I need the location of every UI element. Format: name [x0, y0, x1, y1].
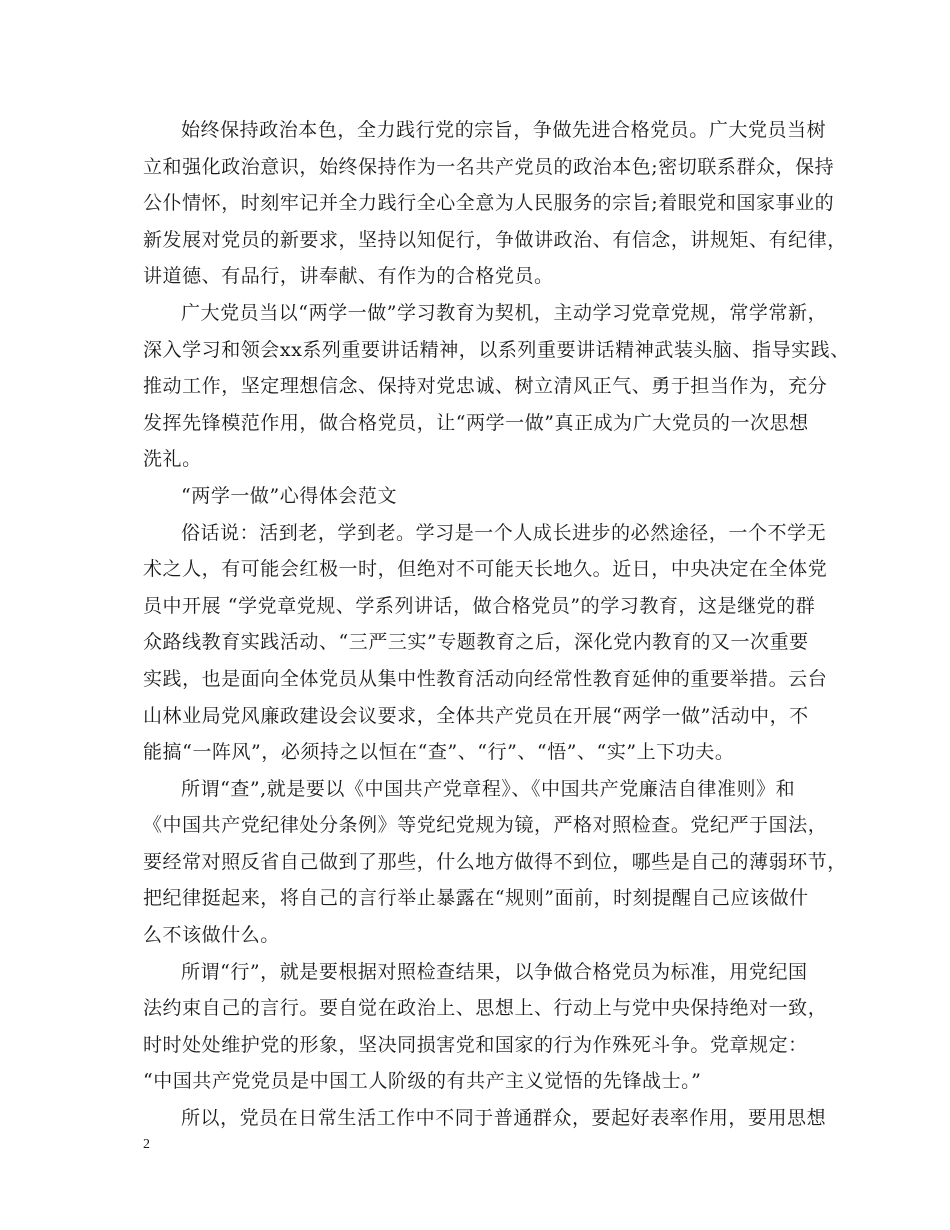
text-line: 广大党员当以“两学一做”学习教育为契机，主动学习党章党规，常学常新， — [181, 301, 828, 324]
text-line: 术之人，有可能会红极一时，但绝对不可能天长地久。近日，中央决定在全体党 — [143, 558, 828, 581]
text-line: 实践，也是面向全体党员从集中性教育活动向经常性教育延伸的重要举措。云台 — [143, 667, 828, 690]
section-heading: “两学一做”心得体会范文 — [181, 484, 398, 507]
text-line: 立和强化政治意识，始终保持作为一名共产党员的政治本色;密切联系群众，保持 — [143, 155, 835, 178]
text-line: 众路线教育实践活动、“三严三实”专题教育之后，深化党内教育的又一次重要 — [143, 631, 809, 654]
text-line: 法约束自己的言行。要自觉在政治上、思想上、行动上与党中央保持绝对一致， — [143, 997, 828, 1020]
text-line: 推动工作，坚定理想信念、保持对党忠诚、树立清风正气、勇于担当作为，充分 — [143, 375, 828, 398]
text-line: “中国共产党党员是中国工人阶级的有共产主义觉悟的先锋战士。” — [143, 1070, 702, 1093]
text-line: 所谓“查”,就是要以《中国共产党章程》、《中国共产党廉洁自律准则》和 — [181, 777, 796, 800]
text-line: 始终保持政治本色，全力践行党的宗旨，争做先进合格党员。广大党员当树 — [181, 119, 827, 141]
text-line: 员中开展 “学党章党规、学系列讲话，做合格党员”的学习教育，这是继党的群 — [143, 594, 816, 617]
text-line: 《中国共产党纪律处分条例》等党纪党规为镜，严格对照检查。党纪严于国法， — [143, 814, 828, 837]
document-body — [143, 112, 850, 1137]
page-number: 2 — [143, 1137, 150, 1152]
text-line: 所以，党员在日常生活工作中不同于普通群众，要起好表率作用，要用思想 — [181, 1107, 827, 1130]
text-line: 公仆情怀，时刻牢记并全力践行全心全意为人民服务的宗旨;着眼党和国家事业的 — [143, 192, 835, 215]
text-line: 讲道德、有品行，讲奉献、有作为的合格党员。 — [143, 265, 554, 288]
text-line: 所谓“行”，就是要根据对照检查结果，以争做合格党员为标准，用党纪国 — [181, 960, 808, 983]
text-line: 把纪律挺起来，将自己的言行举止暴露在“规则”面前，时刻提醒自己应该做什 — [143, 887, 809, 910]
text-line: 山林业局党风廉政建设会议要求，全体共产党员在开展“两学一做”活动中，不 — [143, 704, 809, 727]
text-line: 能搞“一阵风”，必须持之以恒在“查”、“行”、“悟”、“实”上下功夫。 — [143, 741, 735, 764]
text-line: 时时处处维护党的形象，坚决同损害党和国家的行为作殊死斗争。党章规定： — [143, 1033, 808, 1056]
text-line: 洗礼。 — [143, 448, 202, 471]
text-line: 发挥先锋模范作用，做合格党员，让“两学一做”真正成为广大党员的一次思想 — [143, 411, 809, 434]
text-line: 要经常对照反省自己做到了那些，什么地方做得不到位，哪些是自己的薄弱环节， — [143, 850, 847, 873]
text-line: 么不该做什么。 — [143, 924, 280, 947]
text-line: 新发展对党员的新要求，坚持以知促行，争做讲政治、有信念，讲规矩、有纪律， — [143, 228, 847, 251]
text-line: 深入学习和领会xx系列重要讲话精神，以系列重要讲话精神武装头脑、指导实践、 — [143, 338, 850, 361]
text-line: 俗话说：活到老，学到老。学习是一个人成长进步的必然途径，一个不学无 — [181, 521, 827, 544]
